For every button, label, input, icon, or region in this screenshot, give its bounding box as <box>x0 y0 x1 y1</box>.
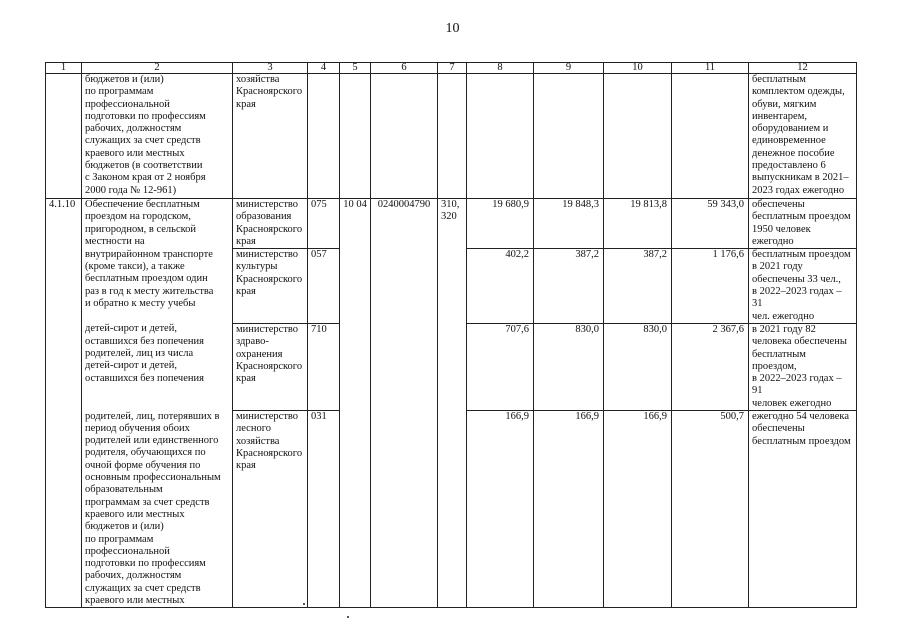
empty-cell <box>672 74 749 199</box>
value-col8: 402,2 <box>467 249 534 324</box>
value-col8: 707,6 <box>467 323 534 410</box>
row-code: 057 <box>308 249 340 324</box>
header-cell: 8 <box>467 63 534 74</box>
value-col10: 830,0 <box>604 323 672 410</box>
empty-cell <box>604 74 672 199</box>
row-result: ежегодно 54 человека обеспечены бесплатным проездом <box>749 411 857 608</box>
header-cell: 4 <box>308 63 340 74</box>
header-row <box>46 63 857 74</box>
header-cell: 6 <box>371 63 438 74</box>
item-description: внутрирайонном транспорте (кроме такси), а также бесплатным проездом один раз в год к месту жительства и обратно к месту учебы <box>82 249 233 324</box>
target-code: 0240004790 <box>371 199 438 608</box>
item-number: 4.1.10 <box>46 199 82 608</box>
empty-cell <box>534 74 604 199</box>
value-col11: 500,7 <box>672 411 749 608</box>
empty-cell <box>438 74 467 199</box>
value-col9: 387,2 <box>534 249 604 324</box>
section-code: 10 04 <box>340 199 371 608</box>
row-code: 075 <box>308 199 340 249</box>
header-cell: 7 <box>438 63 467 74</box>
program-table <box>45 62 857 608</box>
row-result: в 2021 году 82 человека обеспечены бесплатным проездом, в 2022–2023 годах – 91 человек ежегодно <box>749 323 857 410</box>
row-organization: министерство лесного хозяйства Красноярского края <box>233 411 308 608</box>
page-number: 10 <box>445 21 460 36</box>
header-cell: 10 <box>604 63 672 74</box>
empty-cell <box>308 74 340 199</box>
cont-num-cell <box>46 74 82 199</box>
continuation-row <box>46 74 857 199</box>
header-cell: 2 <box>82 63 233 74</box>
row-organization: министерство образования Красноярского края <box>233 199 308 249</box>
header-cell: 11 <box>672 63 749 74</box>
header-cell: 5 <box>340 63 371 74</box>
empty-cell <box>467 74 534 199</box>
value-col9: 166,9 <box>534 411 604 608</box>
header-cell: 1 <box>46 63 82 74</box>
row-organization: министерство культуры Красноярского края <box>233 249 308 324</box>
empty-cell <box>340 74 371 199</box>
table-row <box>46 199 857 249</box>
empty-cell <box>371 74 438 199</box>
value-col10: 166,9 <box>604 411 672 608</box>
value-col8: 166,9 <box>467 411 534 608</box>
value-col11: 1 176,6 <box>672 249 749 324</box>
scan-speck <box>347 616 349 618</box>
cont-result: бесплатным комплектом одежды, обуви, мягким инвентарем, оборудованием и единовременное денежное пособие предоставлено 6 выпускникам в 2021– 2023 годах ежегодно <box>749 74 857 199</box>
value-col10: 387,2 <box>604 249 672 324</box>
row-code: 031 <box>308 411 340 608</box>
value-col10: 19 813,8 <box>604 199 672 249</box>
header-cell: 12 <box>749 63 857 74</box>
expense-code: 310, 320 <box>438 199 467 608</box>
header-cell: 9 <box>534 63 604 74</box>
value-col9: 830,0 <box>534 323 604 410</box>
cont-description: бюджетов и (или) по программам профессиональной подготовки по профессиям рабочих, должностям служащих за счет средств краевого или местных бюджетов (в соответствии с Законом края от 2 ноября 2000 года № 12-961) <box>82 74 233 199</box>
header-cell: 3 <box>233 63 308 74</box>
item-description: родителей, лиц, потерявших в период обучения обоих родителей или единственного родителя, обучающихся по очной форме обучения по основным профессиональным образовательным программам за счет средств краевого или местных бюджетов и (или) по программам профессиональной подготовки по профессиям рабочих, должностям служащих за счет средств краевого или местных <box>82 411 233 608</box>
item-description: детей-сирот и детей, оставшихся без попечения родителей, лиц из числа детей-сирот и детей, оставшихся без попечения <box>82 323 233 410</box>
value-col9: 19 848,3 <box>534 199 604 249</box>
value-col11: 59 343,0 <box>672 199 749 249</box>
value-col11: 2 367,6 <box>672 323 749 410</box>
row-result: бесплатным проездом в 2021 году обеспечены 33 чел., в 2022–2023 годах – 31 чел. ежегодно <box>749 249 857 324</box>
item-description: Обеспечение бесплатным проездом на городском, пригородном, в сельской местности на <box>82 199 233 249</box>
row-result: обеспечены бесплатным проездом 1950 человек ежегодно <box>749 199 857 249</box>
scan-speck <box>303 603 305 605</box>
cont-organization: хозяйства Красноярского края <box>233 74 308 199</box>
row-organization: министерство здраво- охранения Красноярского края <box>233 323 308 410</box>
value-col8: 19 680,9 <box>467 199 534 249</box>
row-code: 710 <box>308 323 340 410</box>
